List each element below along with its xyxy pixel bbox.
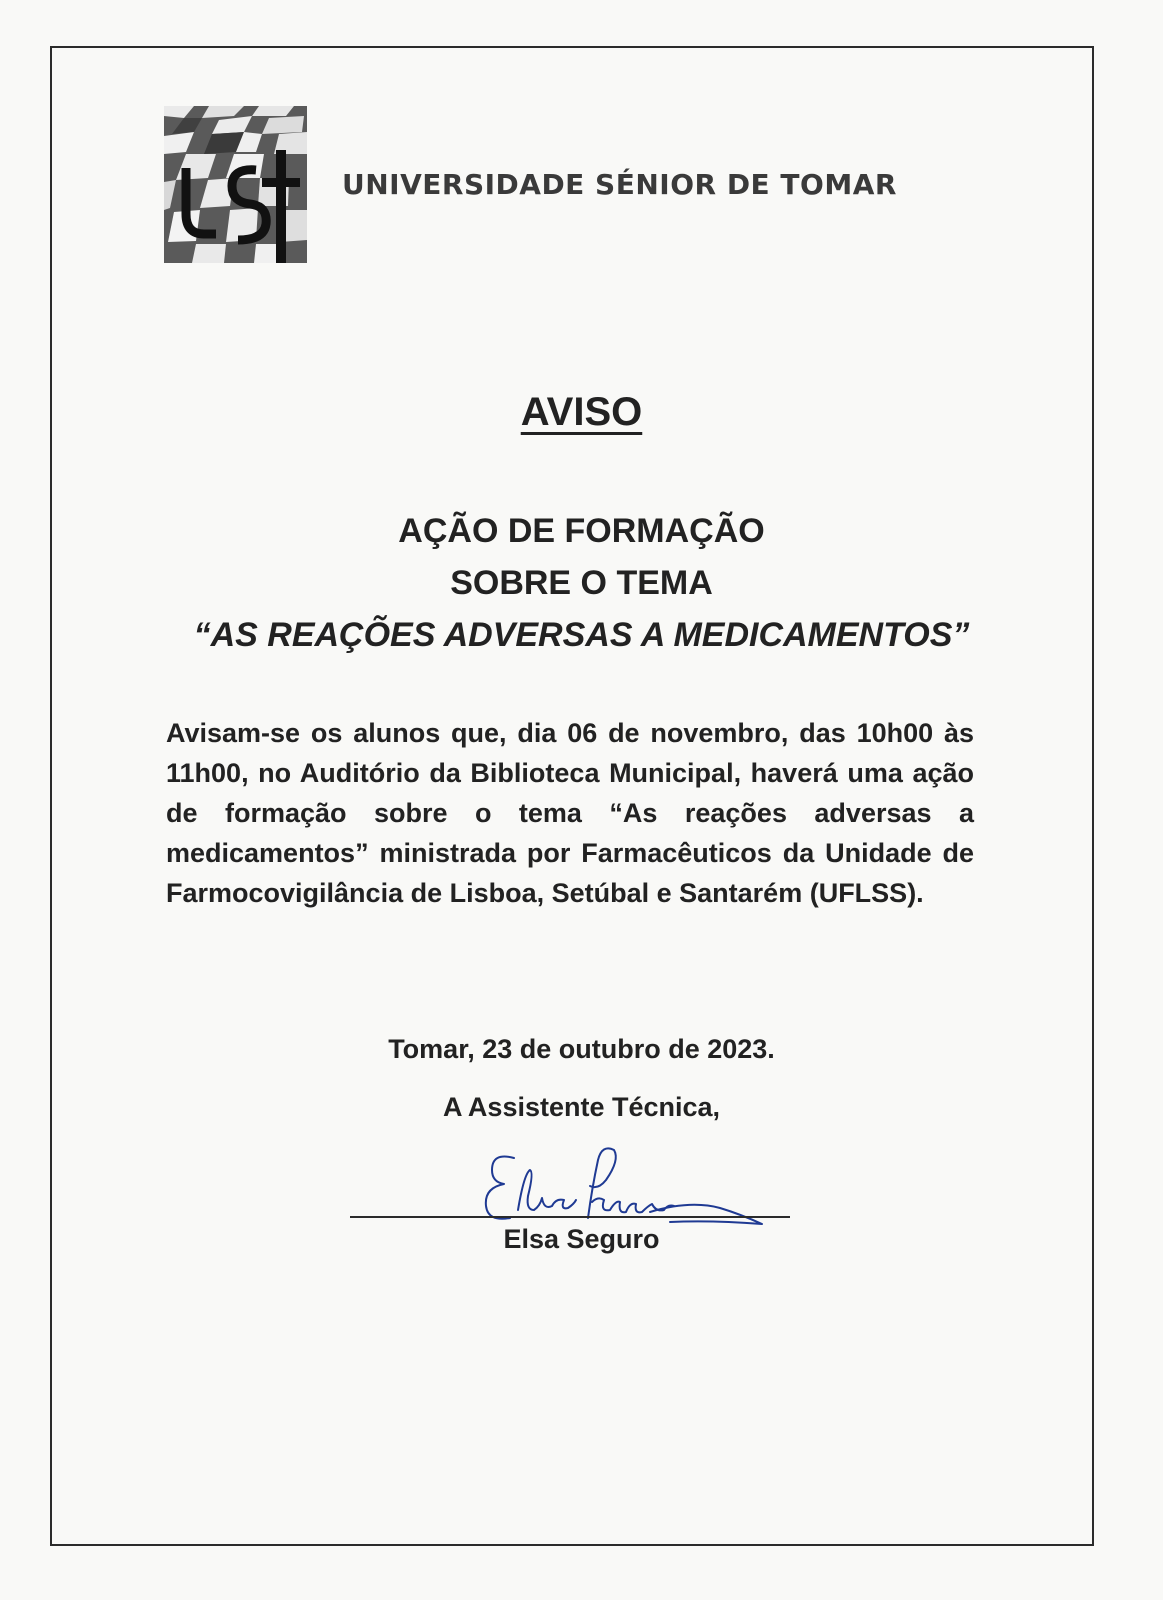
notice-body: Avisam-se os alunos que, dia 06 de novembro, das 10h00 às 11h00, no Auditório da Biblioteca Municipal, haverá uma ação de formação sobre o tema “As reações adversas a medicamentos” ministrada por Farmacêuticos da Unidade de Farmocovigilância de Lisboa, Setúbal e Santarém (UFLSS).	[166, 718, 974, 908]
notice-heading-line2: SOBRE O TEMA	[450, 564, 713, 602]
signature-line	[350, 1216, 790, 1218]
signer-name: Elsa Seguro	[503, 1224, 660, 1254]
notice-heading-topic: “AS REAÇÕES ADVERSAS A MEDICAMENTOS”	[193, 616, 970, 654]
date-line: Tomar, 23 de outubro de 2023.	[388, 1034, 775, 1064]
notice-title-text: AVISO	[520, 390, 643, 434]
university-logo	[164, 106, 307, 263]
signer-role: A Assistente Técnica,	[442, 1092, 721, 1122]
notice-title	[0, 390, 1163, 435]
university-name: UNIVERSIDADE SÉNIOR DE TOMAR	[342, 168, 897, 201]
notice-heading-line1: AÇÃO DE FORMAÇÃO	[398, 512, 765, 550]
